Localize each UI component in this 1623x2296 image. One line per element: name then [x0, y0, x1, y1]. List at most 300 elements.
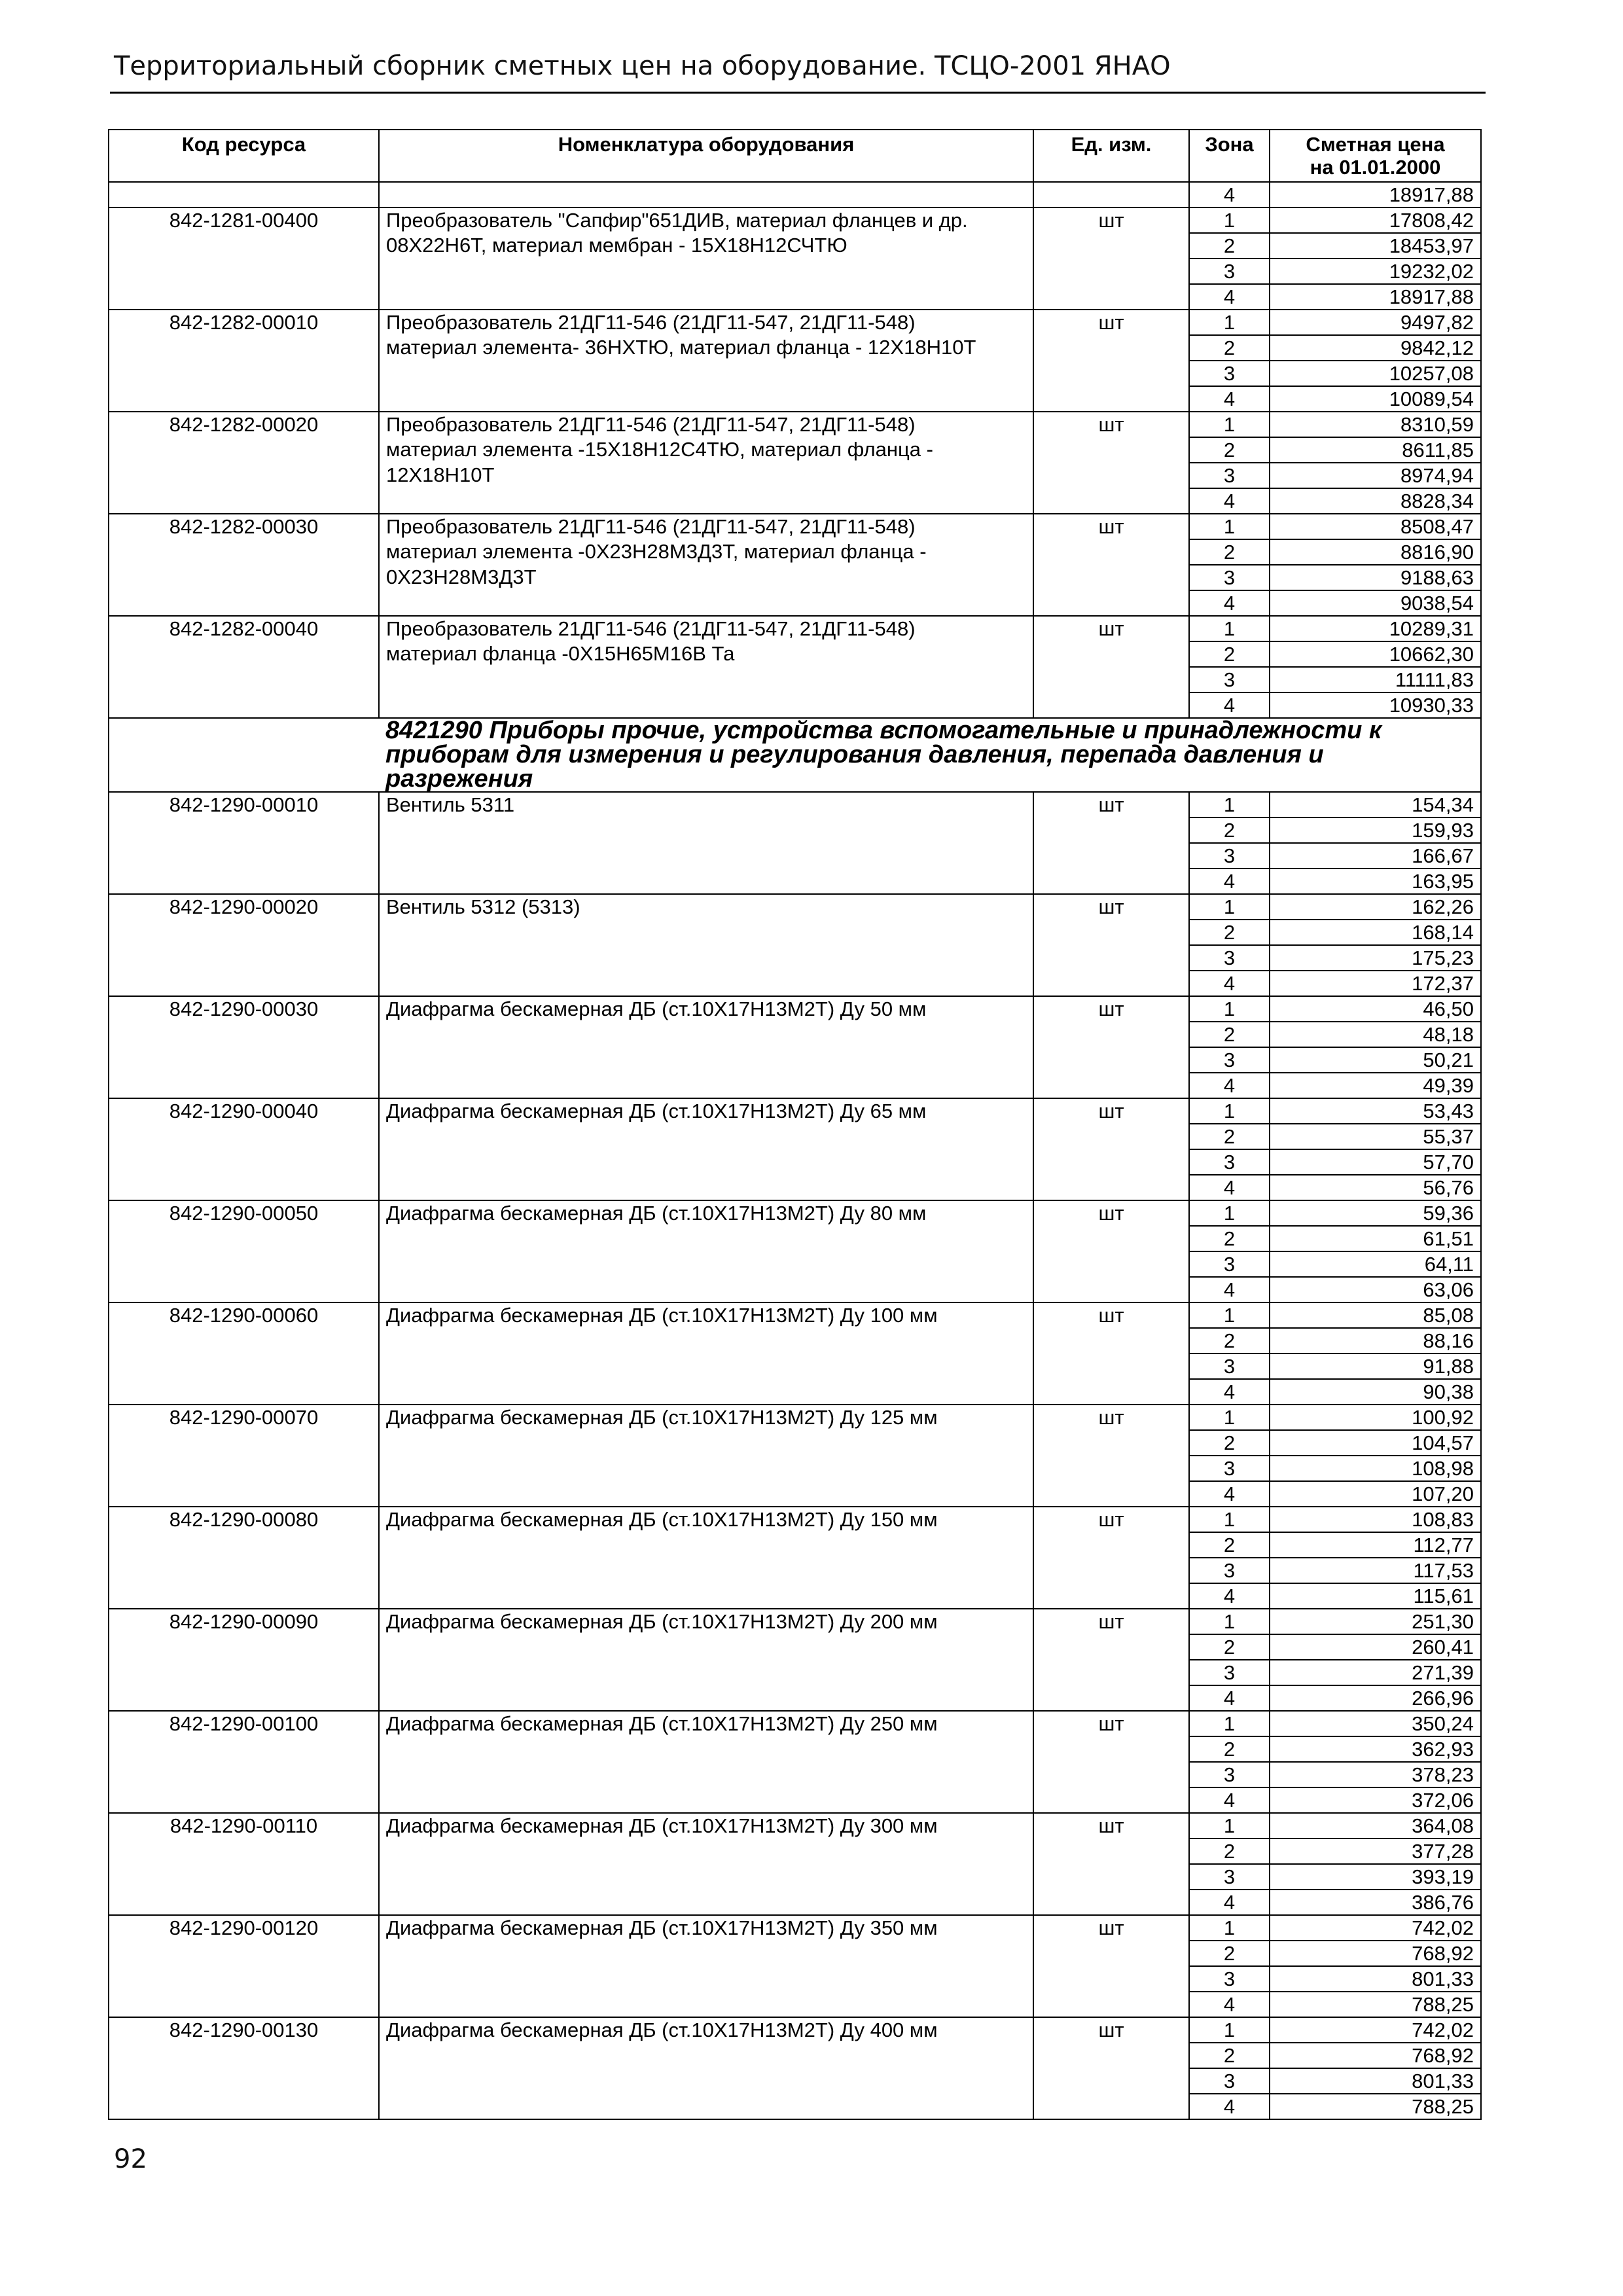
equipment-name-cell — [379, 1890, 1033, 1915]
table-row — [109, 1124, 1481, 1149]
continuation-name-cell — [379, 182, 1033, 207]
equipment-name-line: Диафрагма бескамерная ДБ (ст.10Х17Н13М2Т) Ду 150 мм — [386, 1508, 938, 1531]
resource-code: 842-1281-00400 — [109, 207, 379, 233]
resource-code-cell — [109, 1558, 379, 1583]
unit-of-measure: шт — [1033, 1405, 1189, 1430]
price-value: 59,36 — [1270, 1200, 1481, 1226]
price-value: 18917,88 — [1270, 284, 1481, 310]
unit-cell — [1033, 1966, 1189, 1992]
equipment-name-line: Диафрагма бескамерная ДБ (ст.10Х17Н13М2Т) Ду 50 мм — [386, 997, 927, 1020]
resource-code: 842-1290-00120 — [109, 1915, 379, 1941]
resource-code-cell — [109, 233, 379, 259]
resource-code-cell — [109, 539, 379, 565]
equipment-name-line: Диафрагма бескамерная ДБ (ст.10Х17Н13М2Т) Ду 300 мм — [386, 1814, 938, 1837]
continuation-zone: 4 — [1189, 182, 1270, 207]
zone-value: 3 — [1189, 1558, 1270, 1583]
unit-cell — [1033, 565, 1189, 590]
zone-value: 1 — [1189, 310, 1270, 335]
equipment-name-line: Преобразователь 21ДГ11-546 (21ДГ11-547, 21ДГ11-548) — [386, 311, 916, 334]
equipment-name-cell — [379, 1992, 1033, 2017]
table-row — [109, 2017, 1481, 2043]
resource-code-cell — [109, 869, 379, 894]
resource-code-cell — [109, 463, 379, 488]
unit-cell — [1033, 1328, 1189, 1354]
resource-code-cell — [109, 1992, 379, 2017]
equipment-name-cell — [379, 437, 1033, 463]
price-value: 117,53 — [1270, 1558, 1481, 1583]
unit-cell — [1033, 817, 1189, 843]
price-value: 18453,97 — [1270, 233, 1481, 259]
zone-value: 2 — [1189, 1124, 1270, 1149]
zone-value: 4 — [1189, 590, 1270, 616]
column-header-unit: Ед. изм. — [1033, 130, 1189, 182]
unit-of-measure: шт — [1033, 1098, 1189, 1124]
unit-cell — [1033, 1941, 1189, 1966]
table-row — [109, 233, 1481, 259]
price-value: 266,96 — [1270, 1685, 1481, 1711]
price-value: 378,23 — [1270, 1762, 1481, 1787]
price-value: 46,50 — [1270, 996, 1481, 1022]
price-value: 17808,42 — [1270, 207, 1481, 233]
table-row — [109, 335, 1481, 361]
zone-value: 2 — [1189, 1430, 1270, 1456]
zone-value: 3 — [1189, 361, 1270, 386]
price-value: 56,76 — [1270, 1175, 1481, 1200]
equipment-name-cell — [379, 1711, 1033, 1736]
price-value: 251,30 — [1270, 1609, 1481, 1634]
table-row — [109, 1583, 1481, 1609]
equipment-name-cell — [379, 1941, 1033, 1966]
equipment-name-cell — [379, 1609, 1033, 1634]
table-row — [109, 1302, 1481, 1328]
unit-cell — [1033, 463, 1189, 488]
unit-cell — [1033, 869, 1189, 894]
price-value: 377,28 — [1270, 1839, 1481, 1864]
table-row — [109, 1660, 1481, 1685]
zone-value: 4 — [1189, 284, 1270, 310]
table-row — [109, 514, 1481, 539]
price-value: 91,88 — [1270, 1354, 1481, 1379]
zone-value: 4 — [1189, 1685, 1270, 1711]
equipment-name-cell — [379, 1405, 1033, 1430]
unit-cell — [1033, 1251, 1189, 1277]
equipment-name-cell — [379, 971, 1033, 996]
table-row — [109, 1915, 1481, 1941]
zone-value: 3 — [1189, 1966, 1270, 1992]
resource-code-cell — [109, 1762, 379, 1787]
unit-cell — [1033, 335, 1189, 361]
zone-value: 3 — [1189, 1762, 1270, 1787]
resource-code-cell — [109, 1634, 379, 1660]
resource-code-cell — [109, 641, 379, 667]
price-value: 9038,54 — [1270, 590, 1481, 616]
table-row — [109, 565, 1481, 590]
resource-code-cell — [109, 1864, 379, 1890]
unit-cell — [1033, 2043, 1189, 2068]
resource-code: 842-1282-00020 — [109, 412, 379, 437]
resource-code-cell — [109, 1839, 379, 1864]
equipment-name-cell — [379, 1200, 1033, 1226]
zone-value: 2 — [1189, 1839, 1270, 1864]
resource-code-cell — [109, 2068, 379, 2094]
table-row — [109, 2068, 1481, 2094]
resource-code-cell — [109, 1226, 379, 1251]
equipment-name-line: 0Х23Н28М3Д3Т — [386, 565, 537, 588]
unit-cell — [1033, 2094, 1189, 2119]
zone-value: 2 — [1189, 1328, 1270, 1354]
equipment-name-cell — [379, 386, 1033, 412]
table-row — [109, 1200, 1481, 1226]
table-row — [109, 667, 1481, 692]
price-value: 90,38 — [1270, 1379, 1481, 1405]
table-row — [109, 1864, 1481, 1890]
equipment-name-cell — [379, 869, 1033, 894]
equipment-name-cell — [379, 1634, 1033, 1660]
resource-code: 842-1290-00030 — [109, 996, 379, 1022]
table-row — [109, 1507, 1481, 1532]
price-value: 64,11 — [1270, 1251, 1481, 1277]
equipment-name-cell — [379, 1175, 1033, 1200]
equipment-name-cell — [379, 1762, 1033, 1787]
equipment-name-line: материал фланца -0Х15Н65М16В Та — [386, 642, 735, 665]
unit-cell — [1033, 1149, 1189, 1175]
continuation-unit-cell — [1033, 182, 1189, 207]
resource-code: 842-1290-00130 — [109, 2017, 379, 2043]
equipment-name-line: Преобразователь 21ДГ11-546 (21ДГ11-547, 21ДГ11-548) — [386, 515, 916, 538]
price-value: 57,70 — [1270, 1149, 1481, 1175]
resource-code-cell — [109, 488, 379, 514]
equipment-name-cell — [379, 565, 1033, 590]
price-value: 10289,31 — [1270, 616, 1481, 641]
price-value: 108,83 — [1270, 1507, 1481, 1532]
equipment-name-cell — [379, 1966, 1033, 1992]
equipment-name-line: материал элемента -15Х18Н12С4ТЮ, материал фланца - — [386, 438, 933, 461]
equipment-name-cell — [379, 843, 1033, 869]
equipment-name-cell — [379, 284, 1033, 310]
price-value: 9497,82 — [1270, 310, 1481, 335]
unit-cell — [1033, 259, 1189, 284]
resource-code: 842-1282-00040 — [109, 616, 379, 641]
price-value: 350,24 — [1270, 1711, 1481, 1736]
zone-value: 4 — [1189, 1175, 1270, 1200]
price-value: 48,18 — [1270, 1022, 1481, 1047]
table-row — [109, 945, 1481, 971]
zone-value: 4 — [1189, 2094, 1270, 2119]
equipment-name-cell — [379, 945, 1033, 971]
resource-code-cell — [109, 2043, 379, 2068]
table-row — [109, 1098, 1481, 1124]
resource-code-cell — [109, 1328, 379, 1354]
unit-of-measure: шт — [1033, 1200, 1189, 1226]
unit-cell — [1033, 1890, 1189, 1915]
table-row — [109, 1277, 1481, 1302]
table-row — [109, 386, 1481, 412]
unit-cell — [1033, 1736, 1189, 1762]
unit-cell — [1033, 361, 1189, 386]
unit-cell — [1033, 641, 1189, 667]
price-value: 11111,83 — [1270, 667, 1481, 692]
unit-cell — [1033, 1277, 1189, 1302]
equipment-name-cell — [379, 514, 1033, 539]
resource-code-cell — [109, 1532, 379, 1558]
resource-code-cell — [109, 843, 379, 869]
resource-code-cell — [109, 1583, 379, 1609]
zone-value: 2 — [1189, 1736, 1270, 1762]
equipment-name-cell — [379, 1354, 1033, 1379]
price-value: 362,93 — [1270, 1736, 1481, 1762]
resource-code-cell — [109, 361, 379, 386]
resource-code: 842-1290-00060 — [109, 1302, 379, 1328]
unit-of-measure: шт — [1033, 1813, 1189, 1839]
table-row — [109, 463, 1481, 488]
equipment-name-cell — [379, 1839, 1033, 1864]
price-value: 260,41 — [1270, 1634, 1481, 1660]
price-value: 100,92 — [1270, 1405, 1481, 1430]
zone-value: 2 — [1189, 233, 1270, 259]
price-value: 386,76 — [1270, 1890, 1481, 1915]
price-value: 8974,94 — [1270, 463, 1481, 488]
unit-cell — [1033, 437, 1189, 463]
equipment-name-cell — [379, 207, 1033, 233]
resource-code: 842-1290-00070 — [109, 1405, 379, 1430]
unit-cell — [1033, 843, 1189, 869]
column-header-price — [1270, 130, 1481, 182]
column-header-price-line2: на 01.01.2000 — [1310, 156, 1441, 179]
equipment-name-line: Диафрагма бескамерная ДБ (ст.10Х17Н13М2Т) Ду 200 мм — [386, 1610, 938, 1633]
header-rule — [110, 92, 1486, 94]
unit-cell — [1033, 692, 1189, 718]
price-value: 63,06 — [1270, 1277, 1481, 1302]
zone-value: 3 — [1189, 1354, 1270, 1379]
unit-cell — [1033, 667, 1189, 692]
equipment-name-cell — [379, 1660, 1033, 1685]
zone-value: 3 — [1189, 1660, 1270, 1685]
equipment-name-cell — [379, 1098, 1033, 1124]
equipment-name-line: Диафрагма бескамерная ДБ (ст.10Х17Н13М2Т) Ду 100 мм — [386, 1304, 938, 1327]
equipment-name-line: Диафрагма бескамерная ДБ (ст.10Х17Н13М2Т) Ду 350 мм — [386, 1916, 938, 1939]
resource-code-cell — [109, 1430, 379, 1456]
page-header-title: Территориальный сборник сметных цен на оборудование. ТСЦО-2001 ЯНАО — [114, 51, 1171, 81]
price-value: 107,20 — [1270, 1481, 1481, 1507]
zone-value: 4 — [1189, 1890, 1270, 1915]
zone-value: 1 — [1189, 1915, 1270, 1941]
table-row — [109, 1354, 1481, 1379]
equipment-name-cell — [379, 996, 1033, 1022]
equipment-name-cell — [379, 692, 1033, 718]
zone-value: 3 — [1189, 463, 1270, 488]
equipment-name-line: 08Х22Н6Т, материал мембран - 15Х18Н12СЧТЮ — [386, 234, 847, 257]
zone-value: 3 — [1189, 259, 1270, 284]
section-title: 8421290 Приборы прочие, устройства вспомогательные и принадлежности к приборам для измерения и регулирования давления, перепада давления и разрежения — [379, 718, 1481, 792]
zone-value: 3 — [1189, 1864, 1270, 1890]
equipment-name-cell — [379, 1379, 1033, 1405]
unit-cell — [1033, 1456, 1189, 1481]
price-value: 742,02 — [1270, 2017, 1481, 2043]
unit-of-measure: шт — [1033, 792, 1189, 817]
equipment-name-cell — [379, 1532, 1033, 1558]
zone-value: 2 — [1189, 1226, 1270, 1251]
table-row — [109, 2043, 1481, 2068]
unit-cell — [1033, 1787, 1189, 1813]
unit-cell — [1033, 488, 1189, 514]
price-value: 49,39 — [1270, 1073, 1481, 1098]
unit-cell — [1033, 920, 1189, 945]
price-value: 742,02 — [1270, 1915, 1481, 1941]
table-row — [109, 1022, 1481, 1047]
unit-cell — [1033, 1124, 1189, 1149]
equipment-name-cell — [379, 1481, 1033, 1507]
resource-code: 842-1290-00050 — [109, 1200, 379, 1226]
zone-value: 1 — [1189, 1200, 1270, 1226]
resource-code: 842-1290-00080 — [109, 1507, 379, 1532]
zone-value: 4 — [1189, 1992, 1270, 2017]
resource-code-cell — [109, 817, 379, 843]
zone-value: 3 — [1189, 843, 1270, 869]
price-value: 271,39 — [1270, 1660, 1481, 1685]
table-row — [109, 1456, 1481, 1481]
zone-value: 1 — [1189, 1813, 1270, 1839]
price-value: 175,23 — [1270, 945, 1481, 971]
equipment-name-cell — [379, 1430, 1033, 1456]
price-value: 61,51 — [1270, 1226, 1481, 1251]
table-row — [109, 1481, 1481, 1507]
equipment-name-cell — [379, 1864, 1033, 1890]
price-value: 88,16 — [1270, 1328, 1481, 1354]
unit-cell — [1033, 1660, 1189, 1685]
table-row — [109, 1328, 1481, 1354]
table-row — [109, 894, 1481, 920]
unit-cell — [1033, 539, 1189, 565]
table-row — [109, 641, 1481, 667]
zone-value: 3 — [1189, 1456, 1270, 1481]
resource-code-cell — [109, 1660, 379, 1685]
equipment-name-line: Вентиль 5311 — [386, 793, 515, 816]
zone-value: 4 — [1189, 488, 1270, 514]
table-row — [109, 539, 1481, 565]
resource-code-cell — [109, 667, 379, 692]
unit-of-measure: шт — [1033, 1711, 1189, 1736]
continuation-row — [109, 182, 1481, 207]
zone-value: 3 — [1189, 667, 1270, 692]
price-value: 159,93 — [1270, 817, 1481, 843]
unit-cell — [1033, 284, 1189, 310]
price-table — [108, 129, 1482, 2120]
equipment-name-cell — [379, 1124, 1033, 1149]
price-value: 9842,12 — [1270, 335, 1481, 361]
resource-code-cell — [109, 1966, 379, 1992]
price-value: 788,25 — [1270, 1992, 1481, 2017]
price-value: 364,08 — [1270, 1813, 1481, 1839]
column-header-zone: Зона — [1189, 130, 1270, 182]
table-row — [109, 971, 1481, 996]
equipment-name-cell — [379, 1456, 1033, 1481]
equipment-name-cell — [379, 2017, 1033, 2043]
price-value: 393,19 — [1270, 1864, 1481, 1890]
resource-code-cell — [109, 590, 379, 616]
unit-cell — [1033, 971, 1189, 996]
table-row — [109, 207, 1481, 233]
unit-cell — [1033, 945, 1189, 971]
unit-of-measure: шт — [1033, 894, 1189, 920]
resource-code-cell — [109, 1073, 379, 1098]
equipment-name-cell — [379, 920, 1033, 945]
resource-code: 842-1282-00030 — [109, 514, 379, 539]
unit-cell — [1033, 1354, 1189, 1379]
equipment-name-cell — [379, 667, 1033, 692]
price-value: 10930,33 — [1270, 692, 1481, 718]
table-row — [109, 817, 1481, 843]
price-value: 9188,63 — [1270, 565, 1481, 590]
equipment-name-cell — [379, 1226, 1033, 1251]
price-value: 8611,85 — [1270, 437, 1481, 463]
price-value: 50,21 — [1270, 1047, 1481, 1073]
zone-value: 4 — [1189, 1787, 1270, 1813]
zone-value: 2 — [1189, 817, 1270, 843]
unit-cell — [1033, 1634, 1189, 1660]
zone-value: 2 — [1189, 641, 1270, 667]
unit-of-measure: шт — [1033, 514, 1189, 539]
table-row — [109, 590, 1481, 616]
zone-value: 4 — [1189, 386, 1270, 412]
equipment-name-cell — [379, 1022, 1033, 1047]
equipment-name-cell — [379, 259, 1033, 284]
zone-value: 3 — [1189, 2068, 1270, 2094]
unit-cell — [1033, 1992, 1189, 2017]
zone-value: 2 — [1189, 335, 1270, 361]
unit-of-measure: шт — [1033, 1609, 1189, 1634]
price-value: 163,95 — [1270, 869, 1481, 894]
equipment-name-line: Диафрагма бескамерная ДБ (ст.10Х17Н13М2Т) Ду 65 мм — [386, 1100, 927, 1122]
unit-cell — [1033, 1762, 1189, 1787]
table-row — [109, 2094, 1481, 2119]
equipment-name-cell — [379, 1047, 1033, 1073]
resource-code: 842-1290-00020 — [109, 894, 379, 920]
zone-value: 1 — [1189, 792, 1270, 817]
resource-code-cell — [109, 692, 379, 718]
equipment-name-line: Диафрагма бескамерная ДБ (ст.10Х17Н13М2Т) Ду 125 мм — [386, 1406, 938, 1429]
unit-cell — [1033, 1481, 1189, 1507]
equipment-name-cell — [379, 1915, 1033, 1941]
resource-code-cell — [109, 437, 379, 463]
zone-value: 2 — [1189, 1941, 1270, 1966]
resource-code-cell — [109, 1175, 379, 1200]
resource-code-cell — [109, 386, 379, 412]
equipment-name-cell — [379, 641, 1033, 667]
resource-code-cell — [109, 1736, 379, 1762]
equipment-name-cell — [379, 1507, 1033, 1532]
equipment-name-cell — [379, 310, 1033, 335]
equipment-name-cell — [379, 233, 1033, 259]
equipment-name-cell — [379, 1583, 1033, 1609]
equipment-name-cell — [379, 2068, 1033, 2094]
zone-value: 2 — [1189, 1022, 1270, 1047]
price-value: 801,33 — [1270, 2068, 1481, 2094]
unit-cell — [1033, 1430, 1189, 1456]
resource-code-cell — [109, 1456, 379, 1481]
zone-value: 3 — [1189, 565, 1270, 590]
zone-value: 4 — [1189, 869, 1270, 894]
price-value: 788,25 — [1270, 2094, 1481, 2119]
price-value: 10089,54 — [1270, 386, 1481, 412]
price-value: 112,77 — [1270, 1532, 1481, 1558]
table-row — [109, 996, 1481, 1022]
zone-value: 4 — [1189, 1379, 1270, 1405]
price-value: 85,08 — [1270, 1302, 1481, 1328]
price-value: 10662,30 — [1270, 641, 1481, 667]
unit-cell — [1033, 1226, 1189, 1251]
table-row — [109, 1634, 1481, 1660]
price-value: 168,14 — [1270, 920, 1481, 945]
